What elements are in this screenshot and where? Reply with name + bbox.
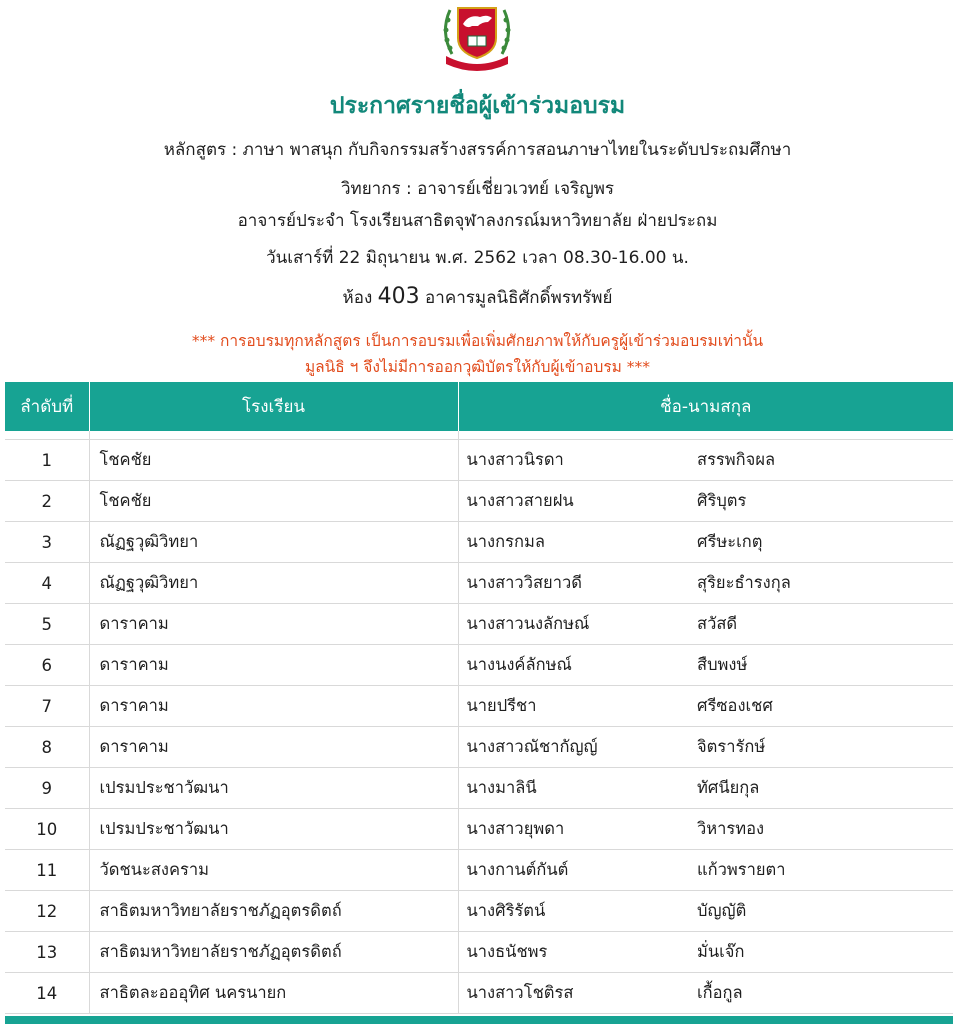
table-row bbox=[5, 563, 953, 604]
row-number: 8 bbox=[5, 727, 89, 768]
row-number: 9 bbox=[5, 768, 89, 809]
school-name: โชคชัย bbox=[89, 481, 458, 522]
participant-last-name: ศิริบุตร bbox=[697, 481, 953, 522]
participant-first-name: นางกรกมล bbox=[458, 522, 697, 563]
table-row bbox=[5, 481, 953, 522]
participant-first-name: นางกานต์กันต์ bbox=[458, 850, 697, 891]
notice-line-2: มูลนิธิ ฯ จึงไม่มีการออกวุฒิบัตรให้กับผู้เข้าอบรม *** bbox=[304, 358, 651, 376]
table-row bbox=[5, 932, 953, 973]
school-name: เปรมประชาวัฒนา bbox=[89, 809, 458, 850]
participant-first-name: นางสาววิสยาวดี bbox=[458, 563, 697, 604]
table-row bbox=[5, 973, 953, 1014]
column-header-no: ลำดับที่ bbox=[5, 382, 89, 431]
participant-last-name: แก้วพรายตา bbox=[697, 850, 953, 891]
room-line bbox=[0, 284, 955, 311]
participant-last-name: ศรีษะเกตุ bbox=[697, 522, 953, 563]
row-number: 4 bbox=[5, 563, 89, 604]
participant-first-name: นางสาวโชติรส bbox=[458, 973, 697, 1014]
participant-last-name: สวัสดี bbox=[697, 604, 953, 645]
table-row bbox=[5, 768, 953, 809]
table-body bbox=[5, 431, 953, 1014]
participant-first-name: นางนงค์ลักษณ์ bbox=[458, 645, 697, 686]
row-number: 5 bbox=[5, 604, 89, 645]
table-row bbox=[5, 850, 953, 891]
school-crest-logo bbox=[436, 2, 518, 72]
school-name: เปรมประชาวัฒนา bbox=[89, 768, 458, 809]
table-row bbox=[5, 727, 953, 768]
school-name: ณัฏฐวุฒิวิทยา bbox=[89, 563, 458, 604]
school-name: สาธิตละอออุทิศ นครนายก bbox=[89, 973, 458, 1014]
table-spacer-row bbox=[5, 431, 953, 440]
participant-last-name: สืบพงษ์ bbox=[697, 645, 953, 686]
date-time-line: วันเสาร์ที่ 22 มิถุนายน พ.ศ. 2562 เวลา 08.30-16.00 น. bbox=[266, 248, 689, 268]
school-name: โชคชัย bbox=[89, 440, 458, 481]
school-name: วัดชนะสงคราม bbox=[89, 850, 458, 891]
column-header-school: โรงเรียน bbox=[89, 382, 458, 431]
participant-last-name: เกื้อกูล bbox=[697, 973, 953, 1014]
table-row bbox=[5, 809, 953, 850]
participant-first-name: นางศิริรัตน์ bbox=[458, 891, 697, 932]
row-number: 6 bbox=[5, 645, 89, 686]
row-number: 1 bbox=[5, 440, 89, 481]
row-number: 12 bbox=[5, 891, 89, 932]
course-title: หลักสูตร : ภาษา พาสนุก กับกิจกรรมสร้างสรรค์การสอนภาษาไทยในระดับประถมศึกษา bbox=[163, 140, 792, 160]
speaker-line: วิทยากร : อาจารย์เชี่ยวเวทย์ เจริญพร bbox=[340, 179, 615, 199]
school-name: ดาราคาม bbox=[89, 727, 458, 768]
row-number: 3 bbox=[5, 522, 89, 563]
table-bottom-bar bbox=[5, 1016, 953, 1024]
affiliation-line: อาจารย์ประจำ โรงเรียนสาธิตจุฬาลงกรณ์มหาวิทยาลัย ฝ่ายประถม bbox=[237, 211, 718, 231]
row-number: 13 bbox=[5, 932, 89, 973]
row-number: 14 bbox=[5, 973, 89, 1014]
participant-first-name: นางสาวยุพดา bbox=[458, 809, 697, 850]
row-number: 2 bbox=[5, 481, 89, 522]
participant-first-name: นางมาลินี bbox=[458, 768, 697, 809]
school-name: ดาราคาม bbox=[89, 645, 458, 686]
participant-last-name: สรรพกิจผล bbox=[697, 440, 953, 481]
participant-last-name: มั่นเจ๊ก bbox=[697, 932, 953, 973]
row-number: 11 bbox=[5, 850, 89, 891]
column-header-name: ชื่อ-นามสกุล bbox=[458, 382, 953, 431]
table-row bbox=[5, 604, 953, 645]
page-title: ประกาศรายชื่อผู้เข้าร่วมอบรม bbox=[329, 93, 626, 119]
participant-first-name: นางสาวสายฝน bbox=[458, 481, 697, 522]
participant-last-name: ศรีซองเชศ bbox=[697, 686, 953, 727]
participant-first-name: นางสาวณัชากัญญ์ bbox=[458, 727, 697, 768]
table-row bbox=[5, 686, 953, 727]
participant-first-name: นายปรีชา bbox=[458, 686, 697, 727]
notice-line-1: *** การอบรมทุกหลักสูตร เป็นการอบรมเพื่อเพิ่มศักยภาพให้กับครูผู้เข้าร่วมอบรมเท่านั้น bbox=[191, 332, 764, 350]
school-name: สาธิตมหาวิทยาลัยราชภัฏอุตรดิตถ์ bbox=[89, 891, 458, 932]
table-row bbox=[5, 891, 953, 932]
participant-last-name: สุริยะธำรงกุล bbox=[697, 563, 953, 604]
participant-last-name: วิหารทอง bbox=[697, 809, 953, 850]
room-prefix: ห้อง bbox=[342, 288, 378, 308]
participant-last-name: บัญญัติ bbox=[697, 891, 953, 932]
participant-last-name: ทัศนียกุล bbox=[697, 768, 953, 809]
participant-last-name: จิตรารักษ์ bbox=[697, 727, 953, 768]
school-name: ดาราคาม bbox=[89, 686, 458, 727]
table-row bbox=[5, 522, 953, 563]
table-row bbox=[5, 645, 953, 686]
participant-table bbox=[5, 382, 953, 1014]
room-number: 403 bbox=[377, 284, 420, 309]
table-header-row bbox=[5, 382, 953, 431]
participant-first-name: นางธนัชพร bbox=[458, 932, 697, 973]
school-name: ดาราคาม bbox=[89, 604, 458, 645]
participant-first-name: นางสาวนงลักษณ์ bbox=[458, 604, 697, 645]
row-number: 10 bbox=[5, 809, 89, 850]
row-number: 7 bbox=[5, 686, 89, 727]
school-name: ณัฏฐวุฒิวิทยา bbox=[89, 522, 458, 563]
table-row bbox=[5, 440, 953, 481]
school-name: สาธิตมหาวิทยาลัยราชภัฏอุตรดิตถ์ bbox=[89, 932, 458, 973]
participant-first-name: นางสาวนิรดา bbox=[458, 440, 697, 481]
room-suffix: อาคารมูลนิธิศักดิ์พรทรัพย์ bbox=[419, 288, 613, 308]
